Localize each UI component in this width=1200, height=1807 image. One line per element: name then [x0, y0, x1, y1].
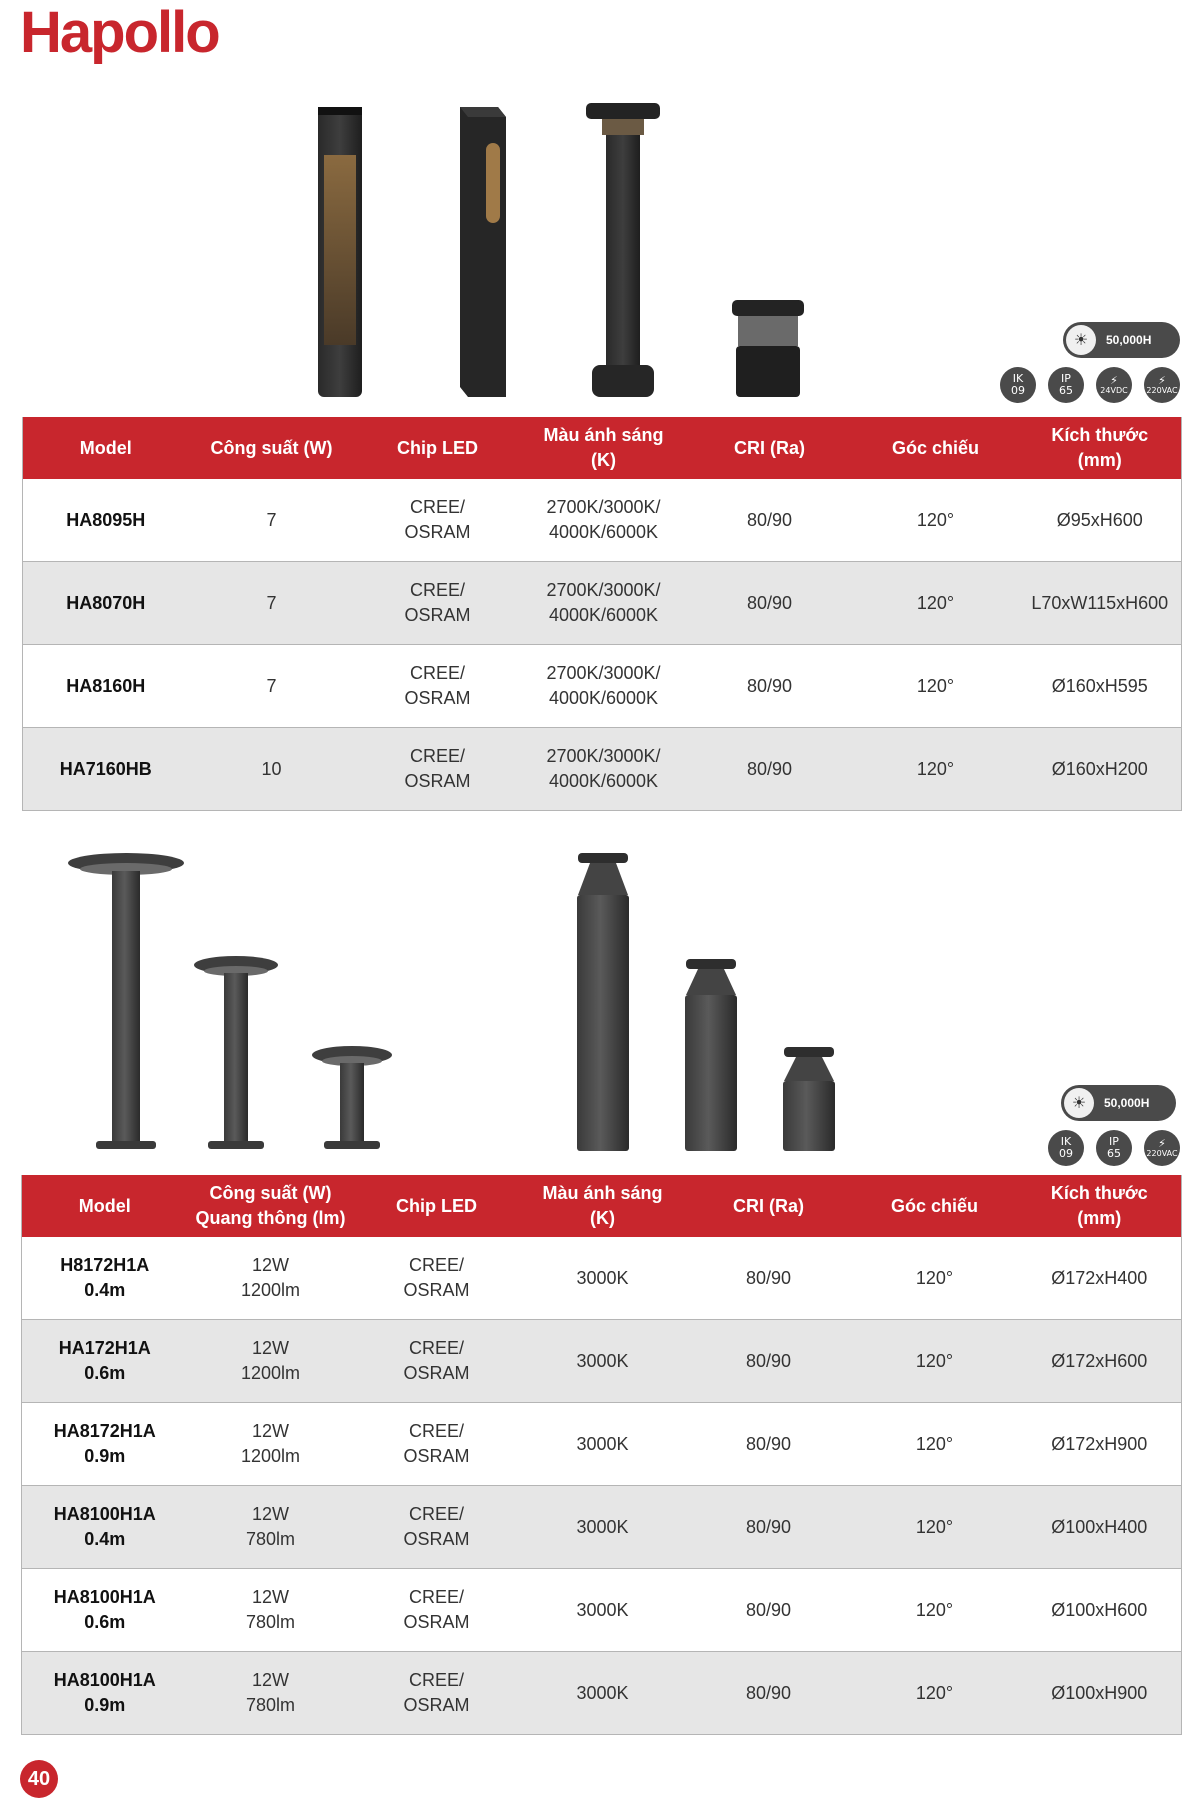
cell-angle: 120° — [853, 562, 1019, 645]
header-color — [520, 1175, 686, 1237]
cell-line: 12W — [251, 1338, 289, 1358]
cell-line: 780lm — [245, 1529, 296, 1549]
badge-top: IK — [1012, 372, 1024, 385]
cell-line: HA8095H — [66, 509, 146, 530]
header-color — [521, 417, 687, 479]
cell-size: Ø100xH400 — [1018, 1486, 1182, 1569]
cell-line: 4000K/6000K — [548, 522, 659, 542]
table-row — [22, 1569, 1182, 1652]
table-header-row — [22, 1175, 1182, 1237]
cell-angle: 120° — [852, 1237, 1018, 1320]
table-row — [22, 1652, 1182, 1735]
cell-line: 780lm — [245, 1612, 296, 1632]
cell-line: 0.6m — [84, 1612, 126, 1632]
cell-angle: 120° — [852, 1486, 1018, 1569]
cell-line: 780lm — [245, 1695, 296, 1715]
header-size — [1018, 1175, 1182, 1237]
cell-line: CREE/ — [408, 1670, 464, 1690]
cell-power — [188, 1652, 354, 1735]
cell-line: OSRAM — [403, 1363, 470, 1383]
cell-line: HA8100H1A — [53, 1670, 156, 1690]
cell-power — [188, 1320, 354, 1403]
header-size-line: (mm) — [1077, 1208, 1122, 1228]
cell-line: CREE/ — [409, 663, 465, 683]
header-chip: Chip LED — [354, 1175, 520, 1237]
cell-power — [189, 562, 355, 645]
cell-cri: 80/90 — [686, 1403, 852, 1486]
header-cri: CRI (Ra) — [687, 417, 853, 479]
cell-angle: 120° — [852, 1569, 1018, 1652]
220vac-badge-1 — [1144, 367, 1180, 403]
cell-line: 1200lm — [240, 1446, 301, 1466]
bulb-icon: ☀ — [1066, 325, 1096, 355]
cell-line: 2700K/3000K/ — [546, 663, 661, 683]
cell-cri: 80/90 — [687, 562, 853, 645]
header-color-line: Màu ánh sáng — [543, 425, 664, 445]
cell-line: 2700K/3000K/ — [546, 580, 661, 600]
cell-line: 4000K/6000K — [548, 771, 659, 791]
header-size-line: Kích thước — [1050, 1183, 1148, 1203]
bolt-icon: ⚡ — [1110, 374, 1118, 387]
cell-color — [521, 479, 687, 562]
cell-color — [521, 562, 687, 645]
cell-line: CREE/ — [409, 580, 465, 600]
lamp-ha8070h — [460, 107, 506, 397]
badge-bottom: 65 — [1107, 1147, 1121, 1160]
ik-badge-2 — [1048, 1130, 1084, 1166]
spec-table-1 — [22, 417, 1182, 811]
cell-line: 0.4m — [84, 1280, 126, 1300]
page-number: 40 — [20, 1760, 58, 1798]
cell-line: OSRAM — [403, 1446, 470, 1466]
header-cri: CRI (Ra) — [686, 1175, 852, 1237]
header-chip: Chip LED — [355, 417, 521, 479]
header-angle: Góc chiếu — [853, 417, 1019, 479]
cell-line: 3000K — [576, 1267, 629, 1288]
badge-top: IP — [1061, 372, 1071, 385]
cell-line: 0.9m — [84, 1695, 126, 1715]
cell-line: 3000K — [576, 1682, 629, 1703]
cell-line: CREE/ — [409, 497, 465, 517]
cell-color — [520, 1403, 686, 1486]
cell-line: CREE/ — [408, 1338, 464, 1358]
header-size-line: Kích thước — [1051, 425, 1149, 445]
cell-line: CREE/ — [408, 1255, 464, 1275]
bolt-icon: ⚡ — [1158, 1137, 1166, 1150]
cell-line: CREE/ — [409, 746, 465, 766]
cell-line: 12W — [251, 1670, 289, 1690]
cell-line: HA172H1A — [58, 1338, 151, 1358]
cell-color — [521, 728, 687, 811]
ik-badge-1 — [1000, 367, 1036, 403]
cell-chip — [355, 479, 521, 562]
cell-line: CREE/ — [408, 1421, 464, 1441]
lifetime-badge-1 — [1063, 322, 1180, 358]
lamp-ha8172h1a-short — [312, 1046, 392, 1149]
header-size-line: (mm) — [1077, 450, 1122, 470]
cell-color — [520, 1569, 686, 1652]
cell-model — [22, 1486, 188, 1569]
table-row — [22, 1320, 1182, 1403]
badge-top: IP — [1109, 1135, 1119, 1148]
cell-angle: 120° — [853, 479, 1019, 562]
lamp-h8172h1a-tall — [68, 853, 184, 1149]
cell-model — [23, 562, 189, 645]
cell-chip — [354, 1486, 520, 1569]
cell-line: HA8160H — [66, 675, 146, 696]
ip-badge-2 — [1096, 1130, 1132, 1166]
220vac-badge-2 — [1144, 1130, 1180, 1166]
header-color-line: (K) — [590, 1208, 615, 1228]
cell-size: Ø100xH900 — [1018, 1652, 1182, 1735]
product-images-bottom — [60, 845, 960, 1160]
cell-line: CREE/ — [408, 1587, 464, 1607]
cell-chip — [354, 1237, 520, 1320]
svg-text:Hapollo: Hapollo — [20, 2, 219, 65]
cell-chip — [354, 1569, 520, 1652]
cell-color — [520, 1320, 686, 1403]
cell-line: 3000K — [576, 1599, 629, 1620]
header-model: Model — [23, 417, 189, 479]
cell-line: 0.9m — [84, 1446, 126, 1466]
cell-line: 2700K/3000K/ — [546, 497, 661, 517]
cell-angle: 120° — [852, 1403, 1018, 1486]
lifetime-text: 50,000H — [1104, 1096, 1150, 1110]
cell-chip — [354, 1320, 520, 1403]
table-header-row — [23, 417, 1182, 479]
cell-line: OSRAM — [404, 522, 471, 542]
cell-line: 10 — [261, 758, 282, 779]
cell-cri: 80/90 — [687, 728, 853, 811]
cell-line: CREE/ — [408, 1504, 464, 1524]
cell-chip — [355, 562, 521, 645]
cell-line: OSRAM — [403, 1529, 470, 1549]
cell-model — [23, 479, 189, 562]
cell-line: 3000K — [576, 1350, 629, 1371]
lamp-ha172h1a-medium — [194, 956, 278, 1149]
cell-line: 1200lm — [240, 1363, 301, 1383]
cell-cri: 80/90 — [686, 1237, 852, 1320]
cell-line: OSRAM — [403, 1280, 470, 1300]
header-angle: Góc chiếu — [852, 1175, 1018, 1237]
hapollo-logo — [20, 2, 260, 66]
cell-line: OSRAM — [403, 1695, 470, 1715]
lamp-ha8100h1a-medium — [685, 959, 737, 1151]
table-row — [23, 479, 1182, 562]
cell-power — [188, 1403, 354, 1486]
table-row — [23, 728, 1182, 811]
cell-line: OSRAM — [403, 1612, 470, 1632]
cell-line: 12W — [251, 1255, 289, 1275]
lamp-ha8100h1a-short — [783, 1047, 835, 1151]
cell-size: Ø100xH600 — [1018, 1569, 1182, 1652]
cell-size: Ø160xH595 — [1019, 645, 1182, 728]
cell-size: Ø172xH400 — [1018, 1237, 1182, 1320]
cell-model — [22, 1237, 188, 1320]
cell-line: 4000K/6000K — [548, 688, 659, 708]
table-row — [23, 562, 1182, 645]
cell-line: OSRAM — [404, 605, 471, 625]
cell-power — [189, 728, 355, 811]
cell-line: 7 — [266, 675, 277, 696]
cell-angle: 120° — [852, 1652, 1018, 1735]
cell-size: Ø172xH900 — [1018, 1403, 1182, 1486]
cell-line: HA8100H1A — [53, 1504, 156, 1524]
cell-line: OSRAM — [404, 688, 471, 708]
table-row — [23, 645, 1182, 728]
cell-cri: 80/90 — [686, 1320, 852, 1403]
cell-line: 2700K/3000K/ — [546, 746, 661, 766]
table-row — [22, 1237, 1182, 1320]
cell-size: Ø160xH200 — [1019, 728, 1182, 811]
cell-model — [22, 1320, 188, 1403]
table-1-body — [23, 479, 1182, 811]
cell-color — [520, 1652, 686, 1735]
cell-color — [521, 645, 687, 728]
cell-model — [22, 1652, 188, 1735]
cell-line: 0.4m — [84, 1529, 126, 1549]
badge-top: IK — [1060, 1135, 1072, 1148]
header-color-line: Màu ánh sáng — [542, 1183, 663, 1203]
cell-line: 4000K/6000K — [548, 605, 659, 625]
table-row — [22, 1486, 1182, 1569]
cell-power — [189, 479, 355, 562]
cell-model — [23, 645, 189, 728]
header-power — [189, 417, 355, 479]
cell-power — [188, 1569, 354, 1652]
cell-power — [188, 1486, 354, 1569]
cell-model — [22, 1569, 188, 1652]
cell-power — [189, 645, 355, 728]
cell-chip — [355, 645, 521, 728]
header-color-line: (K) — [591, 450, 616, 470]
cell-line: 12W — [251, 1587, 289, 1607]
ip-badge-1 — [1048, 367, 1084, 403]
header-model: Model — [22, 1175, 188, 1237]
cell-size: L70xW115xH600 — [1019, 562, 1182, 645]
lifetime-text: 50,000H — [1106, 333, 1152, 347]
cell-line: HA8100H1A — [53, 1587, 156, 1607]
cell-power — [188, 1237, 354, 1320]
lamp-ha8095h — [318, 107, 362, 397]
cell-angle: 120° — [853, 645, 1019, 728]
cell-model — [23, 728, 189, 811]
badge-bottom: 220VAC — [1146, 386, 1178, 395]
cell-line: 12W — [251, 1504, 289, 1524]
cell-cri: 80/90 — [686, 1486, 852, 1569]
product-images-top — [300, 95, 820, 405]
cell-cri: 80/90 — [687, 645, 853, 728]
header-power-line: Công suất (W) — [210, 437, 333, 458]
lamp-ha7160hb — [732, 300, 804, 397]
badge-bottom: 24VDC — [1100, 386, 1128, 395]
cell-line: HA7160HB — [59, 758, 152, 779]
cell-model — [22, 1403, 188, 1486]
cell-line: 1200lm — [240, 1280, 301, 1300]
cell-cri: 80/90 — [686, 1652, 852, 1735]
cell-chip — [354, 1403, 520, 1486]
cell-line: 3000K — [576, 1433, 629, 1454]
cell-chip — [354, 1652, 520, 1735]
cell-line: HA8070H — [66, 592, 146, 613]
header-power-line: Quang thông (lm) — [195, 1208, 346, 1228]
cell-line: H8172H1A — [60, 1255, 150, 1275]
cell-cri: 80/90 — [686, 1569, 852, 1652]
badge-bottom: 09 — [1059, 1147, 1073, 1160]
bolt-icon: ⚡ — [1158, 374, 1166, 387]
badge-bottom: 220VAC — [1146, 1149, 1178, 1158]
24vdc-badge-1 — [1096, 367, 1132, 403]
header-power-line: Công suất (W) — [209, 1183, 332, 1203]
cell-color — [520, 1237, 686, 1320]
bulb-icon: ☀ — [1064, 1088, 1094, 1118]
spec-table-2 — [21, 1175, 1182, 1735]
cell-chip — [355, 728, 521, 811]
lamp-ha8100h1a-tall — [577, 853, 629, 1151]
cell-line: 12W — [251, 1421, 289, 1441]
lamp-ha8160h — [586, 103, 660, 397]
table-row — [22, 1403, 1182, 1486]
lifetime-badge-2 — [1061, 1085, 1176, 1121]
cell-cri: 80/90 — [687, 479, 853, 562]
cell-color — [520, 1486, 686, 1569]
cell-line: 0.6m — [84, 1363, 126, 1383]
cell-angle: 120° — [853, 728, 1019, 811]
table-2-body — [22, 1237, 1182, 1735]
header-size — [1019, 417, 1182, 479]
cell-line: 7 — [266, 592, 277, 613]
badge-bottom: 09 — [1011, 384, 1025, 397]
cell-angle: 120° — [852, 1320, 1018, 1403]
header-power — [188, 1175, 354, 1237]
cell-size: Ø95xH600 — [1019, 479, 1182, 562]
cell-line: 3000K — [576, 1516, 629, 1537]
cell-line: HA8172H1A — [53, 1421, 156, 1441]
cell-size: Ø172xH600 — [1018, 1320, 1182, 1403]
badge-bottom: 65 — [1059, 384, 1073, 397]
cell-line: 7 — [266, 509, 277, 530]
cell-line: OSRAM — [404, 771, 471, 791]
